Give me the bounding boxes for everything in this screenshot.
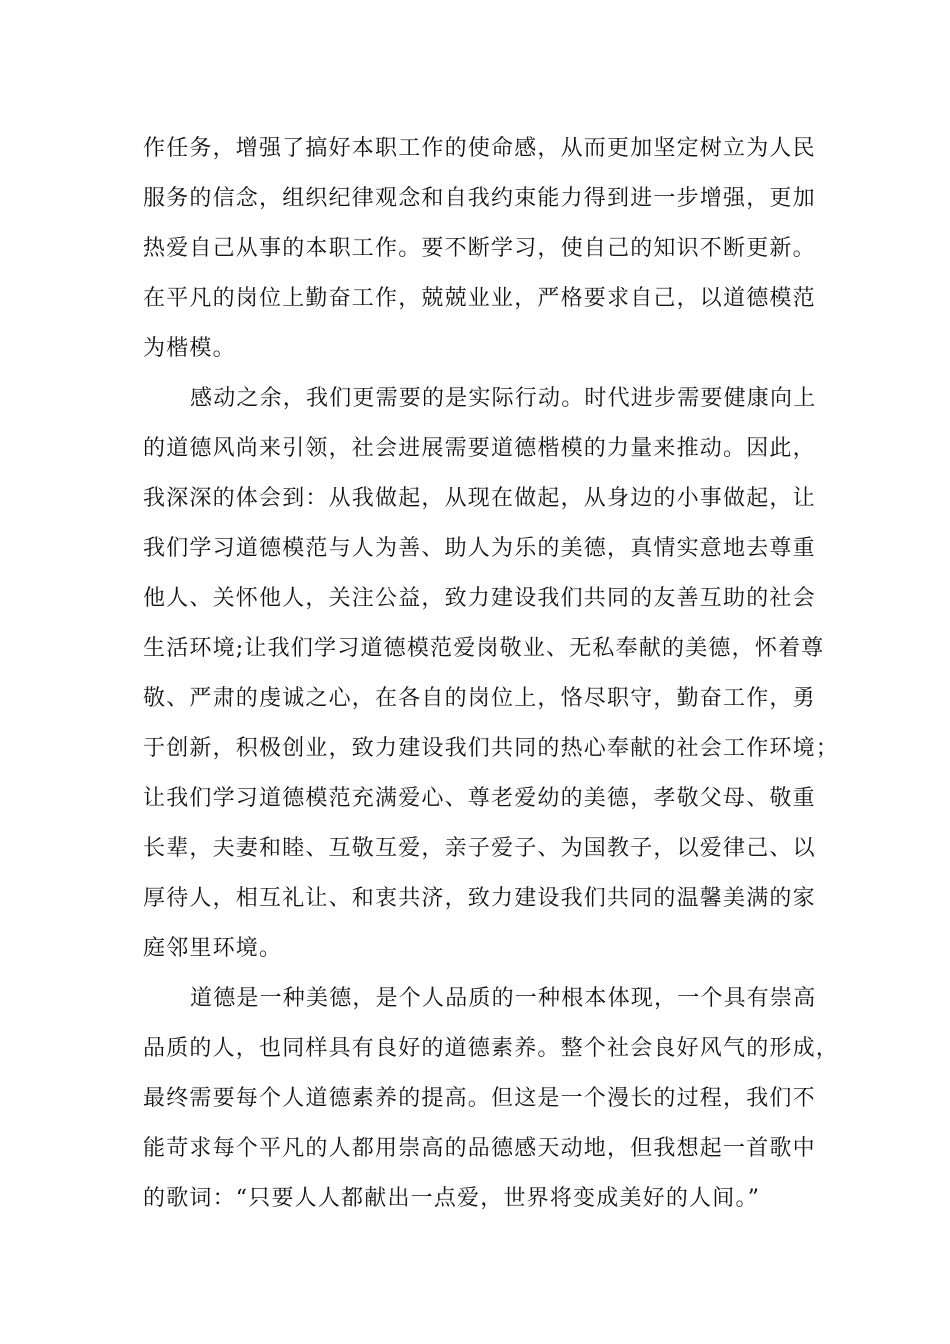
text-line: 厚待人，相互礼让、和衷共济，致力建设我们共同的温馨美满的家 (143, 886, 816, 911)
text-line: 敬、严肃的虔诚之心，在各自的岗位上，恪尽职守，勤奋工作，勇 (143, 686, 816, 711)
text-line: 在平凡的岗位上勤奋工作，兢兢业业，严格要求自己，以道德模范 (143, 286, 816, 311)
text-line: 作任务，增强了搞好本职工作的使命感，从而更加坚定树立为人民 (143, 136, 816, 161)
text-line: 他人、关怀他人，关注公益，致力建设我们共同的友善互助的社会 (143, 586, 816, 611)
text-line: 的歌词：“只要人人都献出一点爱，世界将变成美好的人间。” (143, 1186, 761, 1211)
text-line: 最终需要每个人道德素养的提高。但这是一个漫长的过程，我们不 (143, 1086, 816, 1111)
text-line: 服务的信念，组织纪律观念和自我约束能力得到进一步增强，更加 (143, 186, 816, 211)
text-line: 能苛求每个平凡的人都用崇高的品德感天动地，但我想起一首歌中 (143, 1136, 816, 1161)
text-line: 长辈，夫妻和睦、互敬互爱，亲子爱子、为国教子，以爱律己、以 (143, 836, 816, 861)
text-line: 让我们学习道德模范充满爱心、尊老爱幼的美德，孝敬父母、敬重 (143, 786, 816, 811)
text-line: 热爱自己从事的本职工作。要不断学习，使自己的知识不断更新。 (143, 236, 816, 261)
text-line: 于创新，积极创业，致力建设我们共同的热心奉献的社会工作环境； (143, 736, 840, 761)
text-line: 的道德风尚来引领，社会进展需要道德楷模的力量来推动。因此， (143, 436, 816, 461)
text-line: 感动之余，我们更需要的是实际行动。时代进步需要健康向上 (190, 386, 817, 411)
text-line: 道德是一种美德，是个人品质的一种根本体现，一个具有崇高 (190, 986, 817, 1011)
text-line: 庭邻里环境。 (143, 936, 283, 961)
text-line: 品质的人，也同样具有良好的道德素养。整个社会良好风气的形成， (143, 1036, 840, 1061)
text-line: 生活环境;让我们学习道德模范爱岗敬业、无私奉献的美德，怀着尊 (143, 636, 825, 661)
text-line: 为楷模。 (143, 336, 236, 361)
text-line: 我深深的体会到：从我做起，从现在做起，从身边的小事做起，让 (143, 486, 816, 511)
text-line: 我们学习道德模范与人为善、助人为乐的美德，真情实意地去尊重 (143, 536, 816, 561)
